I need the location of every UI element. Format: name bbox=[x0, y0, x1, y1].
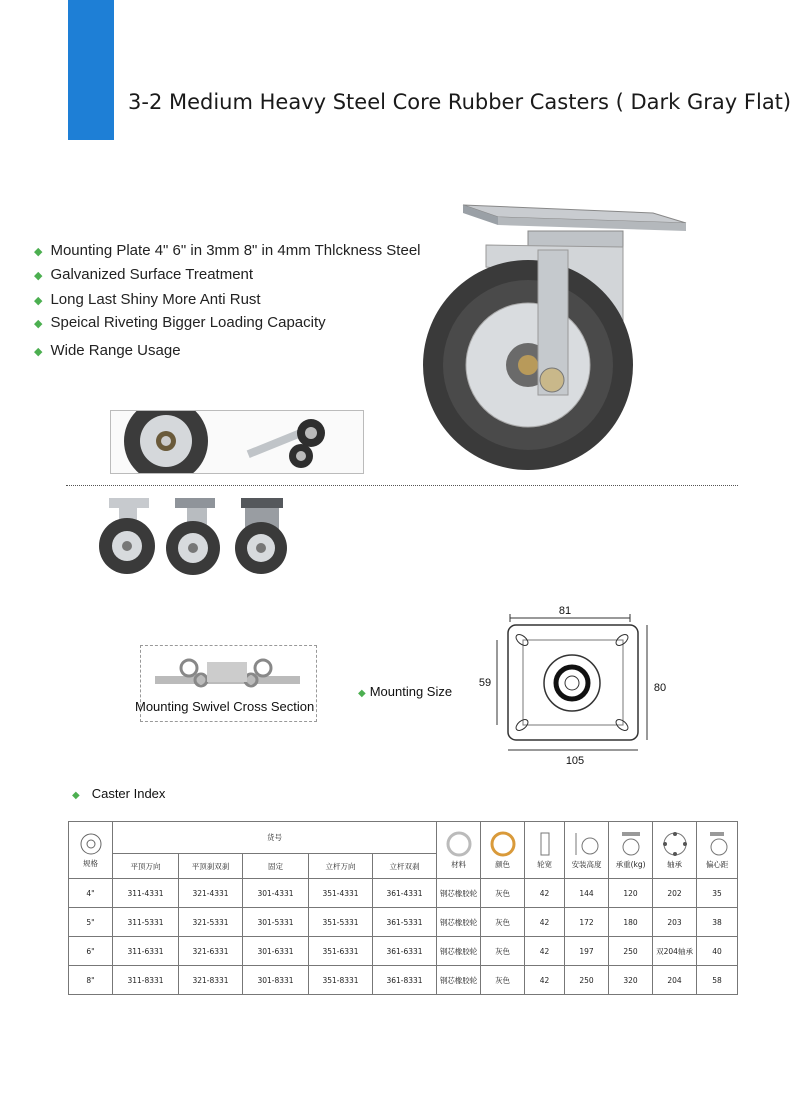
offset-icon bbox=[702, 831, 732, 857]
feature-item: ◆ Speical Riveting Bigger Loading Capacity bbox=[34, 314, 326, 331]
caster-index-heading: ◆ Caster Index bbox=[72, 786, 166, 801]
table-row: 6" 311-6331 321-6331 301-6331 351-6331 361-6331 钢芯橡胶轮 灰色 42 197 250 双204轴承 40 bbox=[69, 937, 738, 966]
caster-variants-image bbox=[95, 496, 295, 578]
table-row: 8" 311-8331 321-8331 301-8331 351-8331 361-8331 钢芯橡胶轮 灰色 42 250 320 204 58 bbox=[69, 966, 738, 995]
mounting-plate-drawing bbox=[475, 600, 675, 770]
feature-item: ◆ Galvanized Surface Treatment bbox=[34, 266, 254, 283]
bullet-icon: ◆ bbox=[358, 688, 366, 699]
feature-item: ◆ Wide Range Usage bbox=[34, 342, 181, 359]
subheader-cell: 固定 bbox=[243, 854, 309, 879]
bullet-icon: ◆ bbox=[72, 790, 80, 801]
dim-bottom: 105 bbox=[565, 755, 585, 767]
load-icon bbox=[616, 831, 646, 857]
bullet-icon: ◆ bbox=[34, 269, 43, 282]
item-no-header: 货号 bbox=[113, 822, 437, 854]
cross-section-label: Mounting Swivel Cross Section bbox=[135, 699, 315, 714]
section-divider bbox=[66, 485, 738, 486]
subheader-cell: 立杆双刹 bbox=[373, 854, 437, 879]
title-accent-bar bbox=[68, 0, 114, 140]
bearing-header: 轴承 bbox=[653, 822, 697, 879]
bullet-icon: ◆ bbox=[34, 345, 43, 358]
dim-top: 81 bbox=[558, 605, 572, 617]
mounting-size-label: ◆ Mounting Size bbox=[358, 684, 453, 699]
offset-header: 偏心距 bbox=[697, 822, 738, 879]
dim-right: 80 bbox=[653, 682, 667, 694]
bullet-icon: ◆ bbox=[34, 294, 43, 307]
ring-icon bbox=[444, 831, 474, 857]
bullet-icon: ◆ bbox=[34, 317, 43, 330]
bearing-detail-photo bbox=[110, 410, 364, 474]
wheel-side-icon bbox=[76, 832, 106, 856]
color-ring-icon bbox=[488, 831, 518, 857]
height-header: 安装高度 bbox=[565, 822, 609, 879]
install-height-icon bbox=[572, 831, 602, 857]
main-caster-image bbox=[418, 195, 693, 480]
wheel-width-icon bbox=[535, 831, 555, 857]
color-header: 颜色 bbox=[481, 822, 525, 879]
subheader-cell: 平顶万向 bbox=[113, 854, 179, 879]
material-header: 材料 bbox=[437, 822, 481, 879]
feature-item: ◆ Mounting Plate 4" 6" in 3mm 8" in 4mm Thlckness Steel bbox=[34, 242, 421, 259]
spec-header-cell: 规格 bbox=[69, 822, 113, 879]
caster-index-table bbox=[68, 821, 738, 995]
dim-left: 59 bbox=[478, 677, 492, 689]
page-title: 3-2 Medium Heavy Steel Core Rubber Casters ( Dark Gray Flat) bbox=[128, 90, 792, 114]
table-row: 5" 311-5331 321-5331 301-5331 351-5331 361-5331 钢芯橡胶轮 灰色 42 172 180 203 38 bbox=[69, 908, 738, 937]
bullet-icon: ◆ bbox=[34, 245, 43, 258]
bearing-icon bbox=[660, 831, 690, 857]
subheader-cell: 平顶刹双刹 bbox=[179, 854, 243, 879]
feature-item: ◆ Long Last Shiny More Anti Rust bbox=[34, 291, 261, 308]
load-header: 承重(kg) bbox=[609, 822, 653, 879]
table-row: 4" 311-4331 321-4331 301-4331 351-4331 361-4331 钢芯橡胶轮 灰色 42 144 120 202 35 bbox=[69, 879, 738, 908]
subheader-cell: 立杆万向 bbox=[309, 854, 373, 879]
width-header: 轮宽 bbox=[525, 822, 565, 879]
